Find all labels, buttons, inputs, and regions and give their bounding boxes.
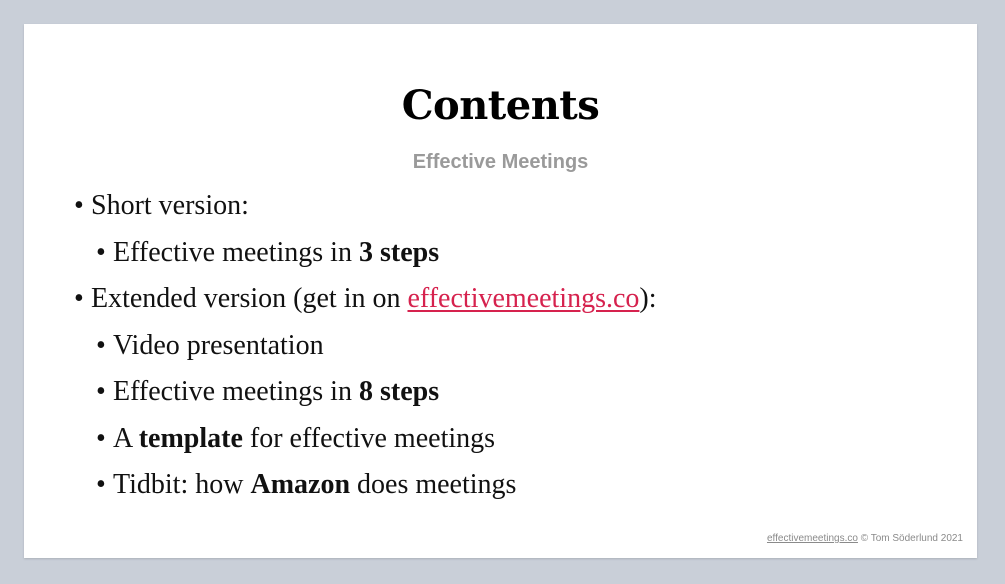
footer-copyright: © Tom Söderlund 2021 — [857, 533, 963, 544]
list-item-video-presentation — [74, 329, 657, 376]
item-text: Video presentation — [113, 329, 324, 361]
item-text: Extended version (get in on — [91, 283, 408, 314]
bullet-icon: • — [96, 376, 106, 407]
item-text: A — [113, 422, 139, 454]
bullet-icon: • — [96, 422, 106, 454]
item-bold-text: Amazon — [250, 469, 351, 500]
slide-title: Contents — [401, 82, 600, 129]
bullet-icon: • — [96, 329, 106, 361]
slide — [24, 24, 977, 558]
item-text: Effective meetings in — [113, 236, 359, 268]
list-item-template — [74, 422, 657, 469]
list-item-extended-version — [74, 282, 657, 329]
item-text-suffix: for effective meetings — [242, 422, 496, 454]
list-item-short-version — [74, 189, 657, 236]
contents-list — [74, 189, 657, 515]
item-bold-text: 3 steps — [358, 236, 440, 268]
item-text: Effective meetings in — [113, 376, 359, 407]
bullet-icon: • — [96, 236, 106, 268]
footer-link[interactable]: effectivemeetings.co — [766, 533, 858, 544]
item-bold-text: template — [138, 422, 243, 454]
item-text-suffix: does meetings — [350, 469, 517, 500]
list-item-amazon — [74, 468, 657, 515]
bullet-icon: • — [74, 283, 84, 314]
item-bold-text: 8 steps — [358, 376, 440, 407]
effectivemeetings-link[interactable]: effectivemeetings.co — [407, 283, 640, 314]
bullet-icon: • — [74, 190, 84, 221]
item-text: Tidbit: how — [113, 469, 251, 500]
item-text-suffix: ): — [639, 283, 657, 314]
bullet-icon: • — [96, 469, 106, 500]
list-item-8-steps — [74, 375, 657, 422]
slide-subtitle: Effective Meetings — [412, 151, 589, 173]
item-text: Short version: — [91, 190, 249, 221]
list-item-3-steps — [74, 236, 657, 283]
slide-footer — [767, 533, 963, 544]
